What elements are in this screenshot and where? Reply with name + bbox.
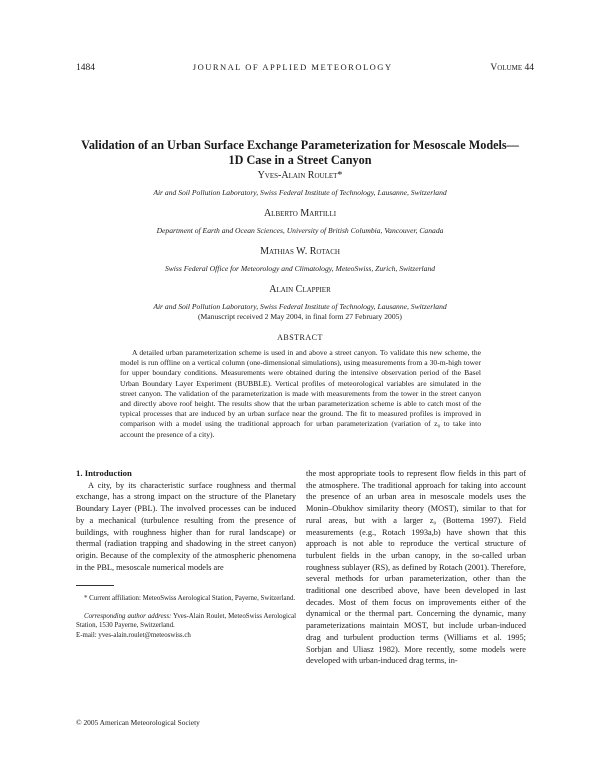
corresponding-text: Yves-Alain Roulet, MeteoSwiss Aerological Station, 1530 Payerne, Switzerland. bbox=[76, 612, 297, 630]
author-affiliation: Swiss Federal Office for Meteorology and Climatology, MeteoSwiss, Zurich, Switzerland bbox=[164, 264, 436, 273]
left-column bbox=[76, 468, 296, 640]
journal-name: JOURNAL OF APPLIED METEOROLOGY bbox=[192, 62, 393, 72]
corresponding-label: Corresponding author address: bbox=[84, 612, 172, 620]
body-paragraph: the most appropriate tools to represent flow fields in this part of the atmosphere. The traditional approach for taking into account the presence of an urban area in mesoscale models uses the Monin–Obukhov similarity theory (MOST), similar to that for rural areas, but with a larger z₀ (Bottema 1997). Field measurements (e.g., Rotach 1993a,b) have shown that this approach is not able to reproduce the vertical structure of turbulent fields in the urban canopy, in the so-called urban roughness sublayer (RS), as defined by Rotach (2001). Therefore, several methods for urban parameterization, other than the traditional one described above, have been developed in last decades. Most of them focus on improvements either of the dynamical or the thermal part. Concerning the dynamic, many parameterizations maintain MOST, but include urban-induced drag and turbulent production terms (Williams et al. 1995; Sorbjan and Uliasz 1982). More recently, some models were developed with urban-induced drag terms, in- bbox=[306, 469, 526, 666]
manuscript-dates: (Manuscript received 2 May 2004, in final form 27 February 2005) bbox=[198, 312, 402, 321]
author-name: Alberto Martilli bbox=[263, 208, 337, 219]
abstract-heading: ABSTRACT bbox=[277, 333, 323, 342]
paper-title-line1: Validation of an Urban Surface Exchange Parameterization for Mesoscale Models— bbox=[81, 138, 519, 152]
volume-label: Volume 44 bbox=[490, 63, 534, 73]
author-list bbox=[60, 170, 540, 322]
section-heading: 1. Introduction bbox=[76, 468, 132, 478]
right-column bbox=[306, 468, 526, 667]
corresponding-address bbox=[76, 612, 296, 631]
running-header bbox=[76, 62, 534, 73]
footnote-rule bbox=[76, 585, 114, 586]
copyright-notice: © 2005 American Meteorological Society bbox=[76, 718, 200, 727]
paper-title-line2: 1D Case in a Street Canyon bbox=[228, 153, 372, 167]
corresponding-email: E-mail: yves-alain.roulet@meteoswiss.ch bbox=[76, 631, 191, 639]
author-name: Mathias W. Rotach bbox=[260, 246, 340, 257]
abstract-text: A detailed urban parameterization scheme is used in and above a street canyon. To validate this new scheme, the model is run offline on a vertical column (one-dimensional simulations), using measurements from a 30-m-high tower for upper boundary conditions. Measurements were obtained during the intensive observation period of the Basel Urban Boundary Layer Experiment (BUBBLE). Vertical profiles of meteorological variables are simulated in the street canyon. The validation of the parameterization is made with measurements from the tower in the street canyon and directly above roof height. The results show that the urban parameterization scheme is able to catch most of the typical processes that are induced by an urban surface near the ground. The fit to measured profiles is improved in comparison with a model using the traditional approach for urban parameterization (variation of z₀ to take into account the presence of a city). bbox=[120, 348, 481, 439]
page-number: 1484 bbox=[76, 63, 95, 73]
corresponding-author bbox=[76, 612, 296, 640]
author-name: Yves-Alain Roulet* bbox=[257, 170, 343, 181]
author-name: Alain Clappier bbox=[269, 284, 331, 295]
author-affiliation: Department of Earth and Ocean Sciences, University of British Columbia, Vancouver, Canada bbox=[156, 226, 444, 235]
paper-title bbox=[80, 138, 520, 168]
author-affiliation: Air and Soil Pollution Laboratory, Swiss Federal Institute of Technology, Lausanne, Switzerland bbox=[153, 188, 447, 197]
author-affiliation: Air and Soil Pollution Laboratory, Swiss Federal Institute of Technology, Lausanne, Switzerland bbox=[153, 302, 447, 311]
body-paragraph: A city, by its characteristic surface roughness and thermal exchange, has a strong impact on the structure of the Planetary Boundary Layer (PBL). The involved processes can be induced by a mechanical (turbulence resulting from the presence of buildings, with roughness higher than for rural landscape) or thermal (radiation trapping and shadowing in the street canyon) origin. Because of the complexity of the atmospheric phenomena in the PBL, mesoscale numerical models are bbox=[76, 480, 296, 572]
footnote-affiliation: * Current affiliation: MeteoSwiss Aerological Station, Payerne, Switzerland. bbox=[84, 595, 296, 603]
